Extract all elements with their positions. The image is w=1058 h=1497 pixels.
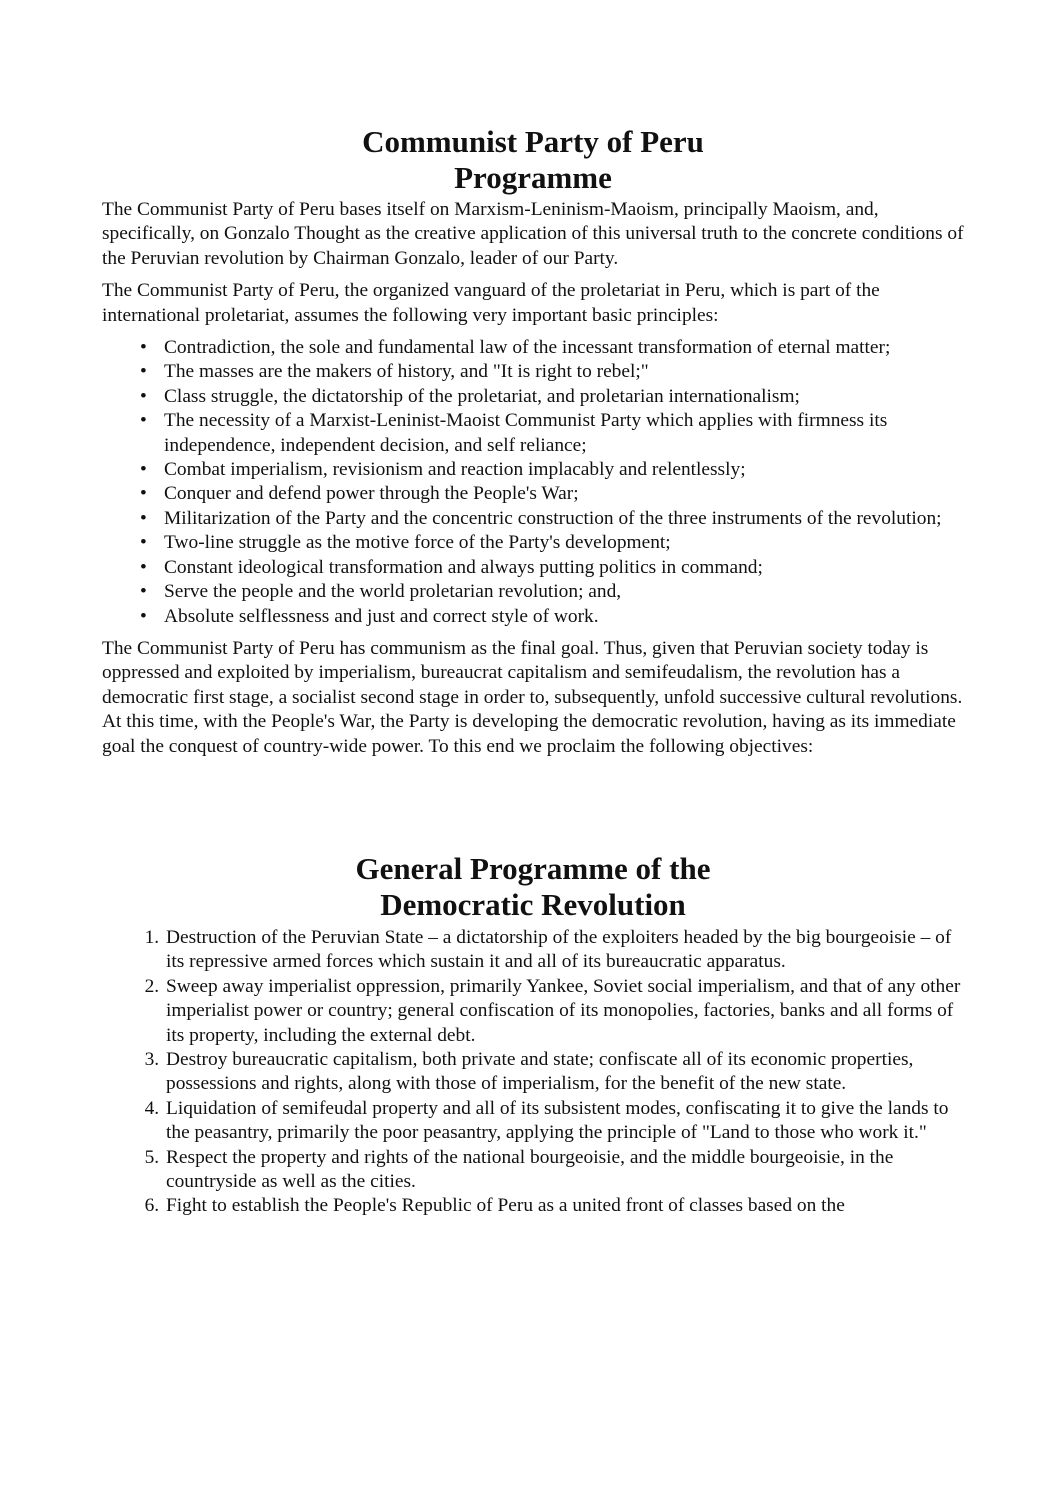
- principle-text: Constant ideological transformation and always putting politics in command;: [164, 556, 763, 578]
- section-title-line-2: Democratic Revolution: [380, 886, 686, 922]
- principle-text: Contradiction, the sole and fundamental law of the incessant transformation of eternal matter;: [164, 337, 891, 359]
- principle-item: [140, 336, 964, 360]
- bullet-icon: •: [140, 556, 147, 578]
- bullet-icon: •: [140, 483, 147, 505]
- bullet-icon: •: [140, 605, 147, 627]
- objective-item: 6. Fight to establish the People's Republic of Peru as a united front of classes based on the: [164, 1194, 964, 1218]
- bullet-icon: •: [140, 361, 147, 383]
- objective-item: 5. Respect the property and rights of the national bourgeoisie, and the middle bourgeoisie, in the countryside as well as the cities.: [164, 1146, 964, 1195]
- principle-text: Conquer and defend power through the People's War;: [164, 483, 579, 505]
- principle-text: Combat imperialism, revisionism and reaction implacably and relentlessly;: [164, 459, 746, 481]
- goal-paragraph: The Communist Party of Peru has communism as the final goal. Thus, given that Peruvian society today is oppressed and exploited by imperialism, bureaucrat capitalism and semifeudalism, the revolution has a democratic first stage, a socialist second stage in order to, subsequently, unfold successive cultural revolutions. At this time, with the People's War, the Party is developing the democratic revolution, having as its immediate goal the conquest of country-wide power. To this end we proclaim the following objectives:: [102, 637, 963, 757]
- objective-item: 2. Sweep away imperialist oppression, primarily Yankee, Soviet social imperialism, and that of any other imperialist power or country; general confiscation of its monopolies, factories, banks and all forms of its property, including the external debt.: [164, 975, 964, 1048]
- bullet-icon: •: [140, 532, 147, 554]
- intro-paragraph-2: The Communist Party of Peru, the organized vanguard of the proletariat in Peru, which is part of the international proletariat, assumes the following very important basic principles:: [102, 280, 880, 326]
- objective-item: 3. Destroy bureaucratic capitalism, both private and state; confiscate all of its economic properties, possessions and rights, along with those of imperialism, for the benefit of the new state.: [164, 1048, 964, 1097]
- principle-text: The necessity of a Marxist-Leninist-Maoist Communist Party which applies with firmness its independence, independent decision, and self reliance;: [164, 410, 888, 456]
- bullet-icon: •: [140, 459, 147, 481]
- principle-text: The masses are the makers of history, and "It is right to rebel;": [164, 361, 649, 383]
- principle-text: Two-line struggle as the motive force of the Party's development;: [164, 532, 671, 554]
- intro-paragraph-1: The Communist Party of Peru bases itself on Marxism-Leninism-Maoism, principally Maoism, and, specifically, on Gonzalo Thought as the creative application of this universal truth to the concrete conditions of the Peruvian revolution by Chairman Gonzalo, leader of our Party.: [102, 199, 964, 269]
- principle-item: [140, 605, 964, 629]
- document-title: [102, 124, 964, 196]
- principles-list: [102, 336, 964, 629]
- principle-text: Militarization of the Party and the concentric construction of the three instruments of the revolution;: [164, 507, 942, 529]
- principle-item: [140, 409, 964, 458]
- principle-item: [140, 385, 964, 409]
- document-body: [102, 122, 964, 1227]
- document-title-line-2: Programme: [454, 160, 612, 195]
- principle-item: [140, 556, 964, 580]
- objectives-list: [102, 926, 964, 1219]
- principle-item: [140, 580, 964, 604]
- document-title-line-1: Communist Party of Peru: [362, 124, 704, 159]
- principle-item: [140, 360, 964, 384]
- principle-item: [140, 507, 964, 531]
- section-title: [102, 851, 964, 923]
- section-title-line-1: General Programme of the: [355, 850, 711, 886]
- principle-item: [140, 458, 964, 482]
- principle-text: Serve the people and the world proletarian revolution; and,: [164, 581, 622, 603]
- bullet-icon: •: [140, 410, 147, 432]
- principle-item: [140, 531, 964, 555]
- bullet-icon: •: [140, 581, 147, 603]
- bullet-icon: •: [140, 337, 147, 359]
- bullet-icon: •: [140, 385, 147, 407]
- principle-item: [140, 482, 964, 506]
- bullet-icon: •: [140, 507, 147, 529]
- objective-item: 4. Liquidation of semifeudal property and all of its subsistent modes, confiscating it to give the lands to the peasantry, primarily the poor peasantry, applying the principle of "Land to those who work it.": [164, 1097, 964, 1146]
- principle-text: Absolute selflessness and just and correct style of work.: [164, 605, 599, 627]
- principle-text: Class struggle, the dictatorship of the proletariat, and proletarian internationalism;: [164, 385, 800, 407]
- objective-item: 1. Destruction of the Peruvian State – a dictatorship of the exploiters headed by the big bourgeoisie – of its repressive armed forces which sustain it and all of its bureaucratic apparatus.: [164, 926, 964, 975]
